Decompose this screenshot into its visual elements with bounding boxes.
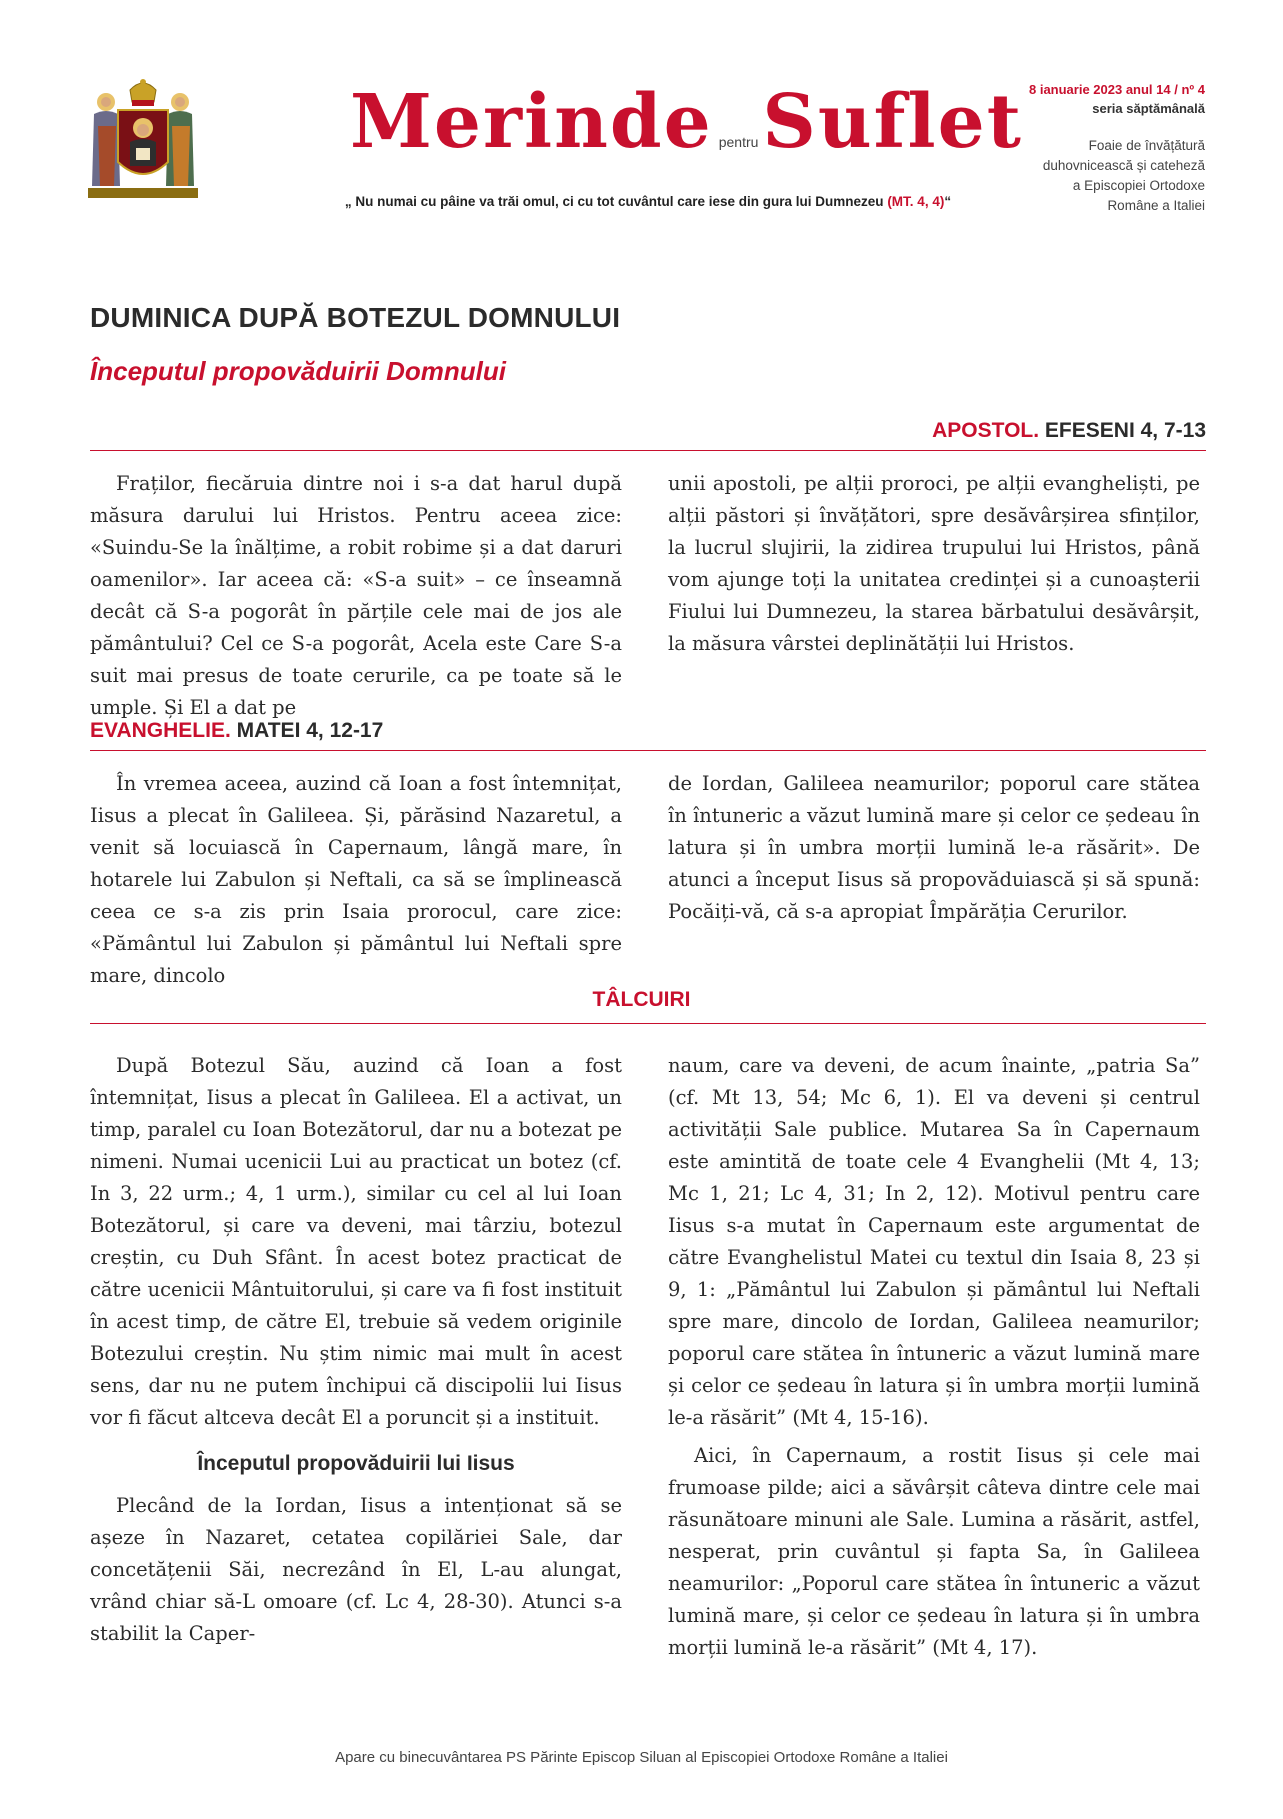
issue-info [930,80,1205,216]
talcuiri-right-p1: naum, care va deveni, de acum înainte, „patria Sa” (cf. Mt 13, 54; Mc 6, 1). El va deveni și centrul activității Sale publice. Mutarea Sa în Capernaum este amintită de toate cele 4 Evanghelii (Mt 4, 13; Mc 1, 21; Lc 4, 31; In 2, 12). Motivul pentru care Iisus s-a mutat în Capernaum este argumentat de către Evanghelistul Matei cu textul din Isaia 8, 23 și 9, 1: „Pământul lui Zabulon și pământul lui Neftali spre mare, dincolo de Iordan, Galileea neamurilor; poporul care stătea în întuneric a văzut lumină mare și celor ce ședeau în latura și în umbra morții lumină le-a răsărit” (Mt 4, 15-16). [668,1054,1200,1429]
apostol-text-right: unii apostoli, pe alții proroci, pe alții evangheliști, pe alții păstori și învățători, spre desăvârșirea sfinților, la lucrul slujirii, la zidirea trupului lui Hristos, până vom ajunge toți la unitatea credinței și a cunoașterii Fiului lui Dumnezeu, la starea bărbatului desăvârșit, la măsura vârstei deplinătății lui Hristos. [668,472,1200,655]
talcuiri-heading [0,988,1283,1012]
title-second-word: Suflet [762,79,1023,165]
evanghelie-ref: MATEI 4, 12-17 [230,719,384,742]
talcuiri-left-p2: Plecând de la Iordan, Iisus a intenționat să se așeze în Nazaret, cetatea copilăriei Sale, dar concetățenii Săi, necrezând în El, L-au alungat, vrând chiar să-L omoare (cf. Lc 4, 28-30). Atunci s-a stabilit la Caper- [90,1494,622,1645]
evanghelie-left-column [90,768,622,992]
title-pentru: pentru [718,134,759,150]
publication-description [930,136,1205,216]
apostol-label: APOSTOL. [932,419,1040,442]
issue-series: seria săptămânală [1092,101,1205,116]
motto-ref: (MT. 4, 4) [887,194,945,209]
motto-text: „ Nu numai cu pâine va trăi omul, ci cu tot cuvântul care iese din gura lui Dumnezeu [344,194,884,209]
evanghelie-heading [90,719,383,743]
desc-line: a Episcopiei Ortodoxe [1072,178,1205,193]
apostol-ref: EFESENI 4, 7-13 [1039,419,1206,442]
talcuiri-label: TÂLCUIRI [592,988,691,1011]
apostol-text-left: Fraților, fiecăruia dintre noi i s-a dat harul după măsura darului lui Hristos. Pentru aceea zice: «Suindu-Se la înălțime, a robit robime și a dat daruri oamenilor». Iar aceea că: «S-a suit» – ce înseamnă decât că S-a pogorât în părțile cele mai de jos ale pământului? Cel ce S-a pogorât, Acela este Care S-a suit mai presus de toate cerurile, ca pe toate să le umple. Și El a dat pe [90,472,622,719]
evanghelie-right-column [668,768,1200,928]
evanghelie-text-left: În vremea aceea, auzind că Ioan a fost întemnițat, Iisus a plecat în Galileea. Și, părăsind Nazaretul, a venit să locuiască în Capernaum, lângă mare, în hotarele lui Zabulon și Neftali, ca să se împlinească ceea ce s-a zis prin Isaia prorocul, care zice: «Pământul lui Zabulon și pământul lui Neftali spre mare, dincolo [90,772,622,987]
desc-line: duhovnicească și cateheză [1042,158,1205,173]
talcuiri-left-column [90,1050,622,1650]
desc-line: Române a Italiei [1107,198,1205,213]
desc-line: Foaie de învățătură [1088,138,1205,153]
page-subtitle: Începutul propovăduirii Domnului [90,356,506,386]
apostol-heading [932,419,1206,443]
page-title: DUMINICA DUPĂ BOTEZUL DOMNULUI [90,302,621,333]
evanghelie-text-right: de Iordan, Galileea neamurilor; poporul care stătea în întuneric a văzut lumină mare și celor ce ședeau în latura și în umbra morții lumină le-a răsărit». De atunci a început Iisus să propovăduiască și să spună: Pocăiți-vă, că s-a apropiat Împărăția Cerurilor. [668,772,1200,923]
divider [90,450,1206,451]
talcuiri-left-p1: După Botezul Său, auzind că Ioan a fost întemnițat, Iisus a plecat în Galileea. El a activat, un timp, paralel cu Ioan Botezătorul, dar nu a botezat pe nimeni. Numai ucenicii Lui au practicat un botez (cf. In 3, 22 urm.; 4, 1 urm.), similar cu cel al lui Ioan Botezătorul, și care va deveni, mai târziu, botezul creștin, cu Duh Sfânt. În acest botez practicat de către ucenicii Mântuitorului, și care va fi fost instituit în acest timp, de către El, trebuie să vedem originile Botezului creștin. Nu știm nimic mai mult în acest sens, dar nu ne putem închipui că discipolii lui Iisus vor fi făcut altceva decât El a poruncit și a instituit. [90,1054,622,1429]
apostol-right-column [668,468,1200,660]
issue-date: 8 ianuarie 2023 anul 14 / nº 4 [1028,82,1205,97]
publication-title [350,72,1023,172]
talcuiri-right-column [668,1050,1200,1664]
motto-close: “ [944,194,952,209]
footer-blessing: Apare cu binecuvântarea PS Părinte Episcop Siluan al Episcopiei Ortodoxe Române a Italiei [335,1749,948,1766]
divider [90,750,1206,751]
talcuiri-right-p2: Aici, în Capernaum, a rostit Iisus și cele mai frumoase pilde; aici a săvârșit câteva dintre cele mai răsunătoare minuni ale Sale. Lumina a răsărit, astfel, nesperat, prin cuvântul și fapta Sa, în Galileea neamurilor: „Poporul care stătea în întuneric a văzut lumină mare, și celor ce ședeau în latura și în umbra morții lumină le-a răsărit” (Mt 4, 17). [668,1444,1200,1659]
icon-logo-saints-emblem [88,76,198,202]
title-first-word: Merinde [350,79,713,165]
evanghelie-label: EVANGHELIE. [90,719,231,742]
talcuiri-subheading: Începutul propovăduirii lui Iisus [197,1452,515,1475]
apostol-left-column [90,468,622,724]
divider [90,1023,1206,1024]
motto [328,194,968,209]
